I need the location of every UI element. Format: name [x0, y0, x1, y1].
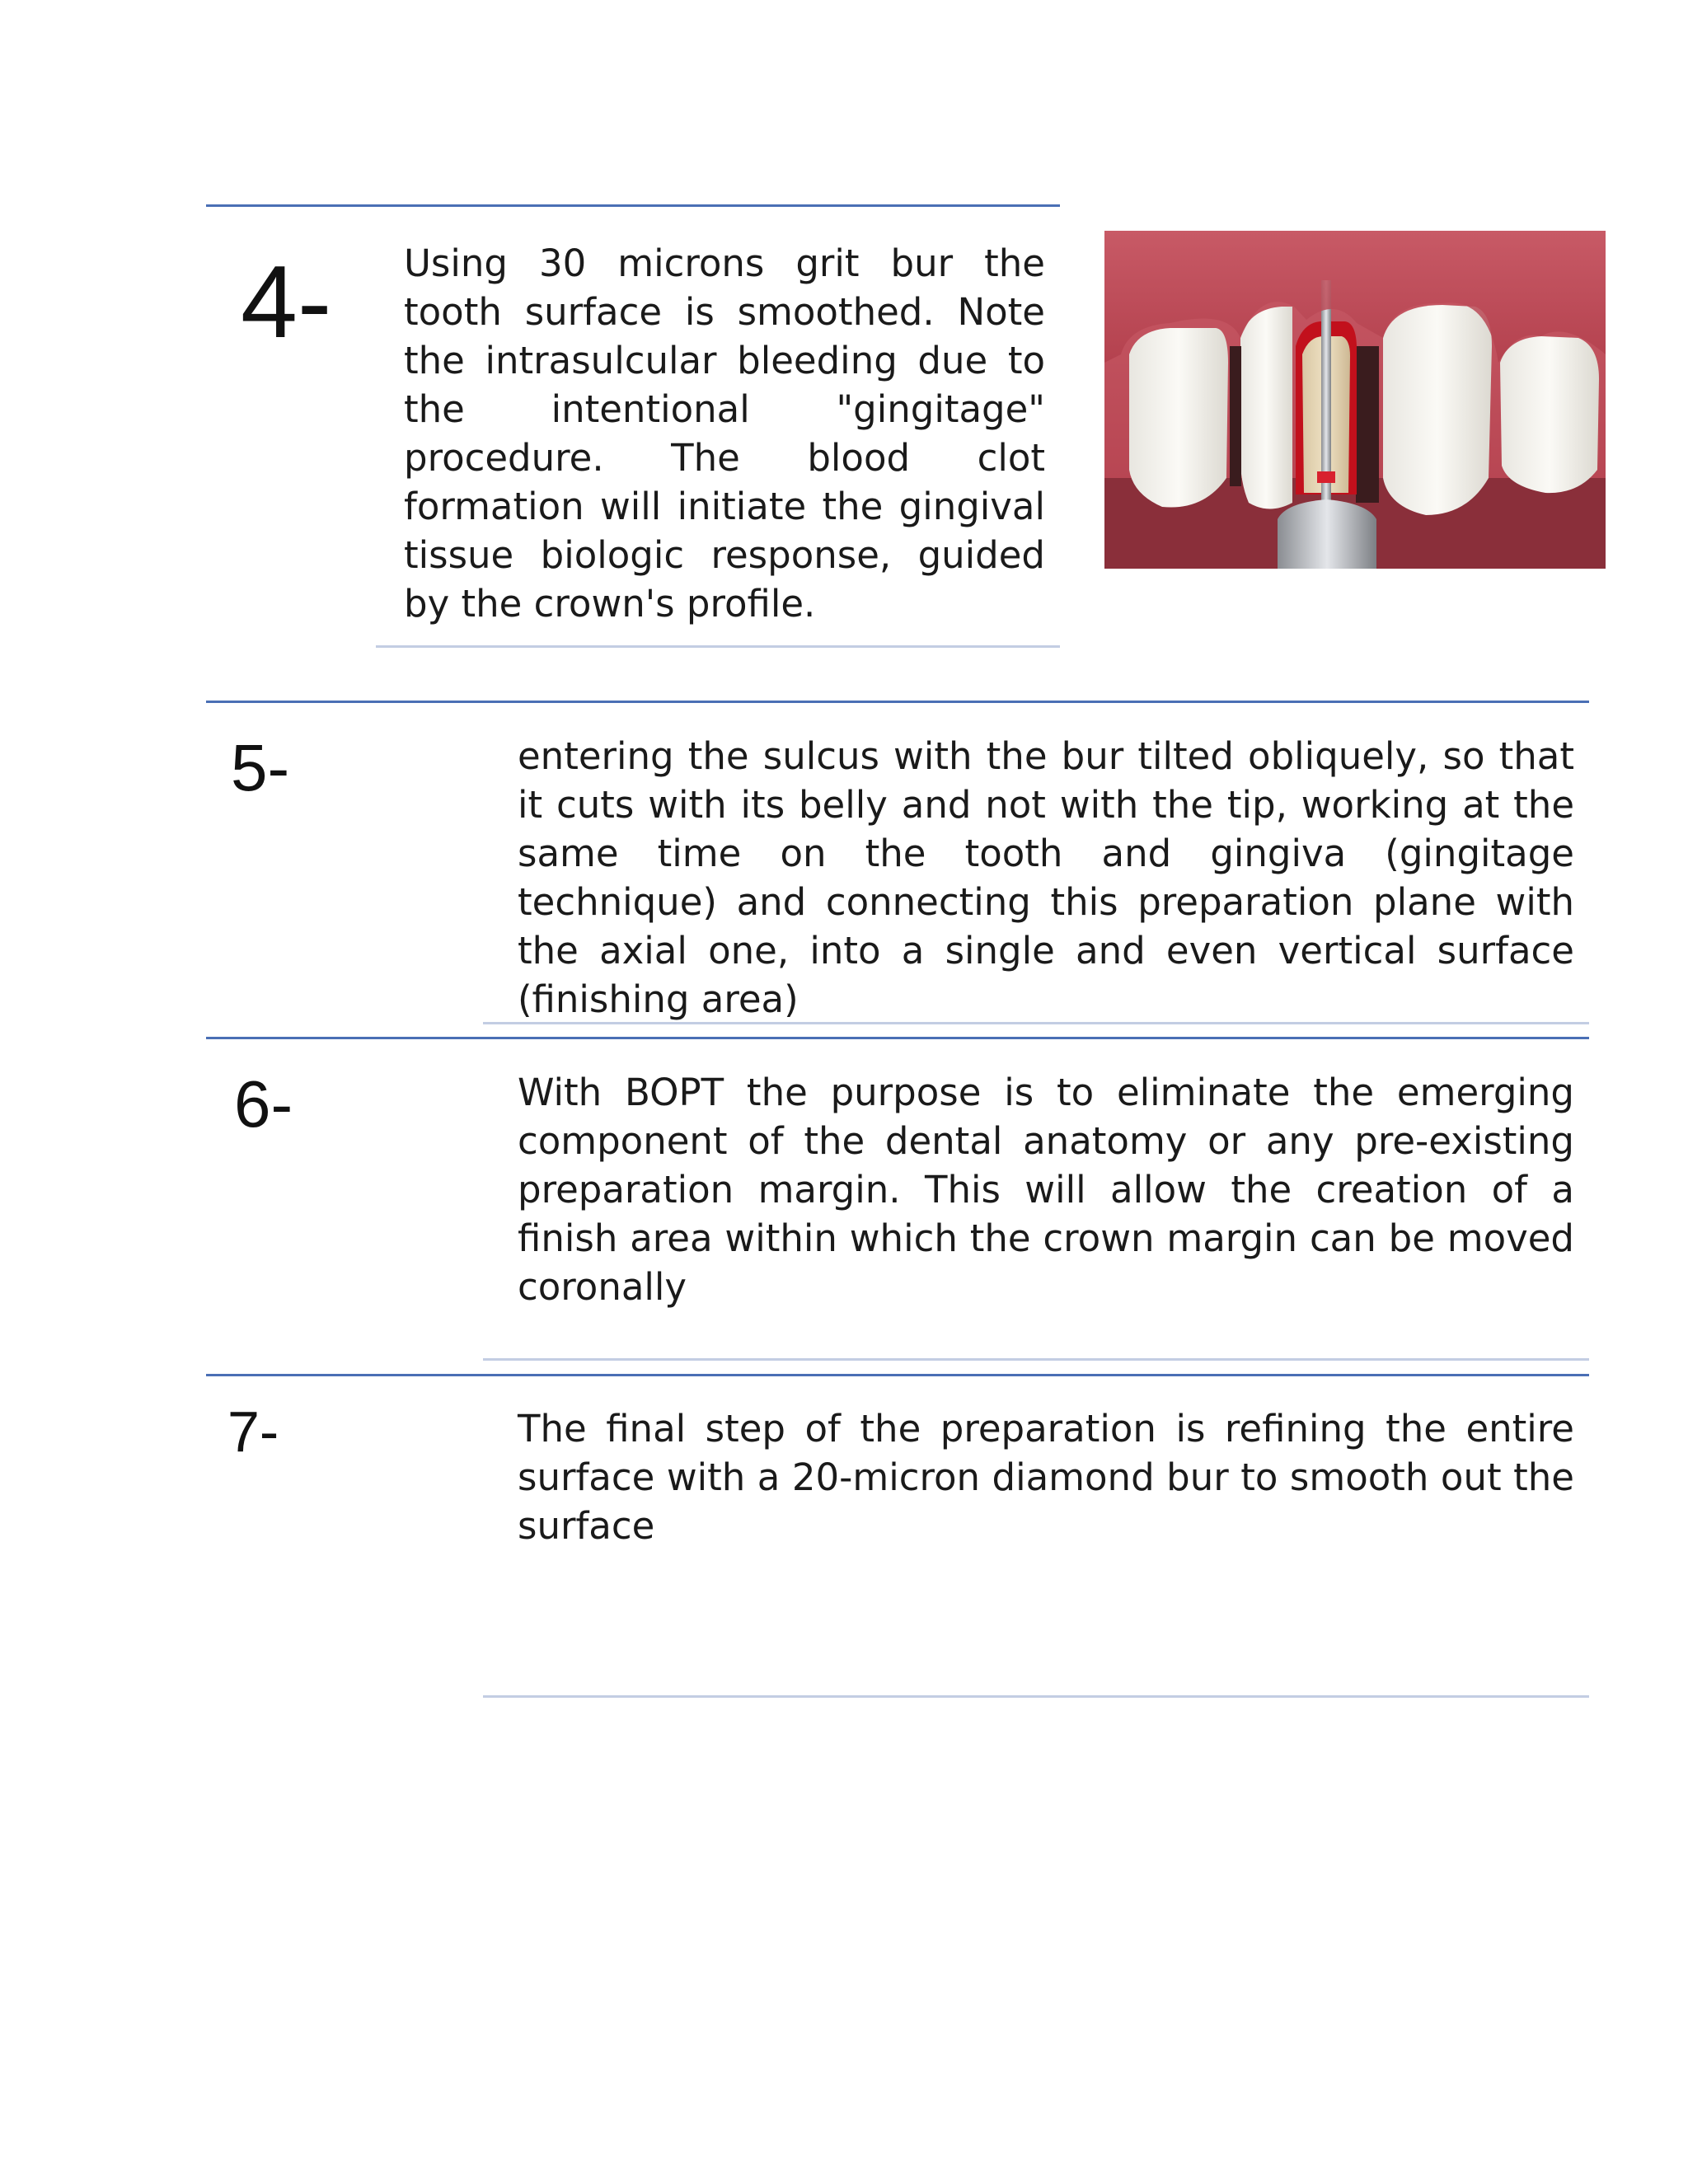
step-6-text: With BOPT the purpose is to eliminate the emerging component of the dental anatomy or any pre-existing preparation margin. This will allow the creation of a finish area within which the crown margin can be moved coronally [518, 1071, 1574, 1309]
step-7-number: 7- [227, 1399, 279, 1464]
step-6-number: 6- [234, 1067, 293, 1141]
step-7-text: The final step of the preparation is refining the entire surface with a 20-micron diamond bur to smooth out the surface [518, 1407, 1574, 1548]
step-6-bottom-rule [483, 1358, 1589, 1361]
step-5-bottom-rule [483, 1022, 1589, 1024]
step-5-number: 5- [231, 731, 290, 804]
step-4-text: Using 30 microns grit bur the tooth surface is smoothed. Note the intrasulcular bleeding due to the intentional "gingitage" procedure. The blood clot formation will initiate the gingival tissue biologic response, guided by the crown's profile. [404, 241, 1045, 626]
step-7-bottom-rule [483, 1695, 1589, 1698]
step-4-number: 4- [241, 246, 332, 359]
step-4-bottom-rule [376, 645, 1060, 648]
step-5-top-rule [206, 701, 1589, 703]
step-6-top-rule [206, 1037, 1589, 1039]
step-5-text: entering the sulcus with the bur tilted obliquely, so that it cuts with its belly and not with the tip, working at the same time on the tooth and gingiva (gingitage technique) and connecting this preparation plane with the axial one, into a single and even vertical surface (finishing area) [518, 734, 1574, 1021]
step-4-top-rule [206, 204, 1060, 207]
step-7-top-rule [206, 1374, 1589, 1376]
tooth-preparation-photo [1104, 231, 1606, 569]
